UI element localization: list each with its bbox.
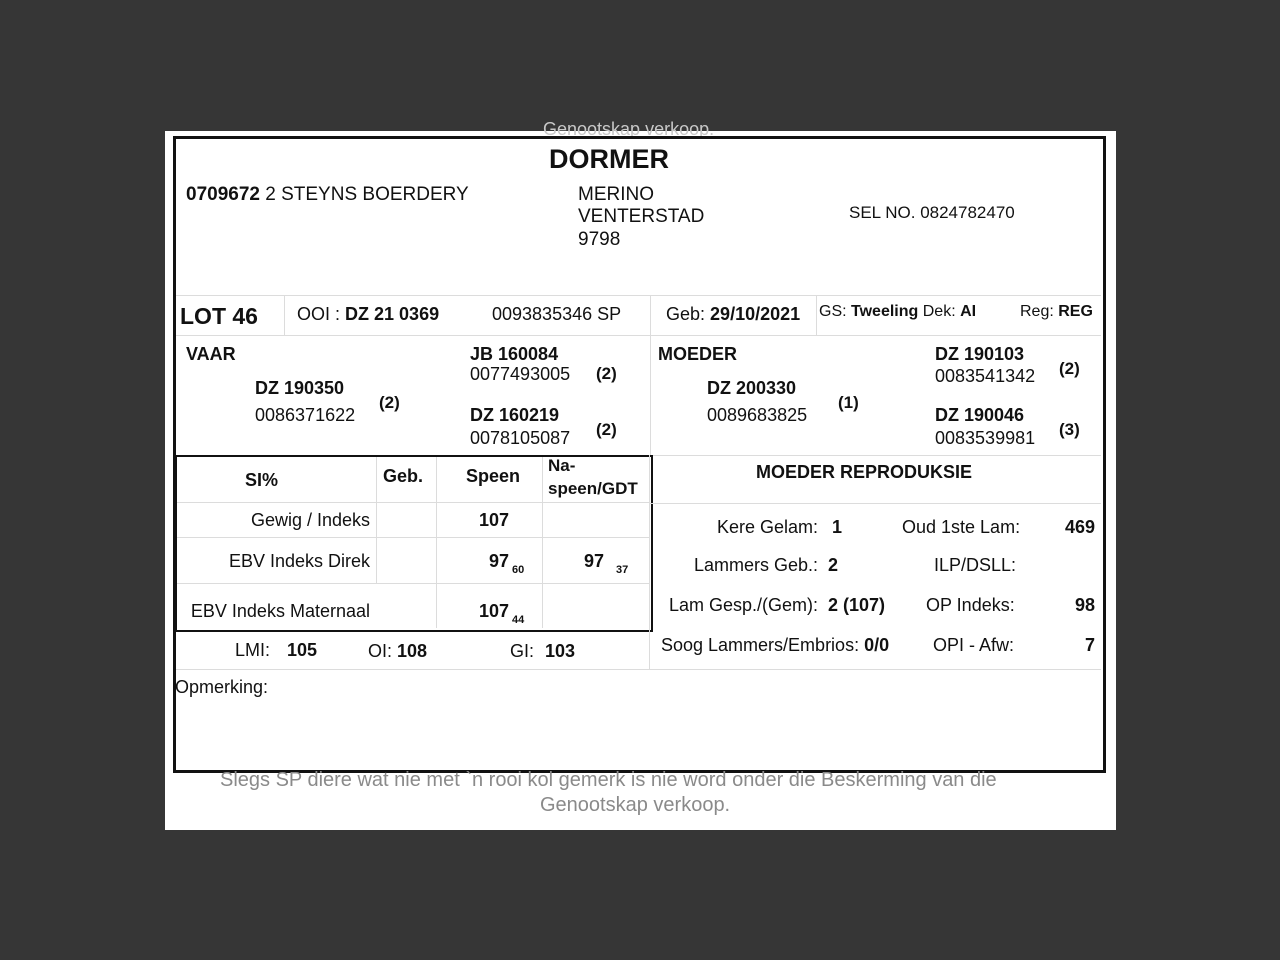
dek-label: Dek: — [922, 303, 956, 320]
repro-title: MOEDER REPRODUKSIE — [756, 462, 973, 482]
footer-line-2: Genootskap verkoop. — [540, 794, 731, 816]
gs-label: GS: — [819, 303, 847, 320]
gi-label: GI: — [510, 641, 535, 661]
lot-card — [165, 119, 1116, 830]
gi-value: 103 — [545, 641, 576, 661]
birth-label: Geb: — [666, 304, 706, 324]
dam-reg: 0089683825 — [707, 405, 808, 425]
gesp-value: 2 (107) — [828, 595, 886, 615]
row-label-maternaal: EBV Indeks Maternaal — [190, 601, 370, 621]
geb-header: Geb. — [383, 466, 424, 486]
birth-line — [666, 305, 800, 323]
dam-sire-count: (2) — [1059, 359, 1080, 378]
vaar-label: VAAR — [186, 344, 236, 364]
direk-naspeen: 97 $_{37}$ — [584, 551, 629, 576]
divider — [542, 457, 543, 628]
oi-label: OI: — [368, 641, 393, 661]
lot-number: LOT 46 — [180, 303, 258, 329]
dam-sire-reg: 0083541342 — [935, 366, 1036, 386]
ooi-line — [297, 305, 439, 323]
divider — [176, 669, 1101, 670]
naspeen-header-2: speen/GDT — [548, 479, 638, 498]
maternaal-speen: 107 $_{44}$ — [479, 601, 525, 626]
divider — [284, 295, 285, 335]
divider — [650, 455, 1101, 456]
naspeen-header-1: Na- — [548, 456, 576, 475]
dam-sire-id: DZ 190103 — [935, 344, 1025, 364]
kere-value: 1 — [832, 517, 843, 537]
soog-label: Soog Lammers/Embrios: — [661, 635, 860, 655]
op-label: OP Indeks: — [926, 595, 1015, 615]
ooi-id: DZ 21 0369 — [345, 304, 440, 324]
soog-value: 0/0 — [864, 635, 890, 655]
oi-line — [368, 642, 427, 660]
breed-title: DORMER — [549, 144, 669, 174]
opi-label: OPI - Afw: — [933, 635, 1015, 655]
seller-code: 0709672 — [186, 184, 260, 205]
oi-value: 108 — [397, 641, 428, 661]
divider — [650, 295, 651, 335]
phone-label: SEL NO. — [849, 203, 916, 222]
sire-reg: 0086371622 — [255, 405, 356, 425]
reg-value: REG — [1058, 303, 1093, 320]
dam-dam-id: DZ 190046 — [935, 405, 1025, 425]
gs-value: Tweeling — [851, 303, 919, 320]
ooi-reg-line — [492, 305, 621, 323]
birth-date: 29/10/2021 — [710, 304, 801, 324]
oud-label: Oud 1ste Lam: — [902, 517, 1021, 537]
sire-id: DZ 190350 — [255, 378, 345, 398]
sire-dam-reg: 0078105087 — [470, 428, 571, 448]
reg-label: Reg: — [1020, 303, 1054, 320]
reg-line — [1020, 304, 1093, 320]
lammers-label: Lammers Geb.: — [693, 555, 818, 575]
gs-line — [819, 304, 976, 320]
sire-dam-count: (2) — [596, 420, 617, 439]
footer-line-1: Slegs SP diere wat nie met `n rooi kol gemerk is nie word onder die Beskerming van die — [220, 769, 997, 791]
direk-speen-sub: 60 — [512, 564, 525, 576]
row-label-direk: EBV Indeks Direk — [228, 551, 370, 571]
gi-line — [510, 642, 575, 660]
dam-dam-count: (3) — [1059, 420, 1080, 439]
divider — [176, 295, 1101, 296]
remark-label: Opmerking: — [175, 677, 269, 697]
divider — [650, 335, 651, 455]
gesp-label: Lam Gesp./(Gem): — [668, 595, 818, 615]
kere-label: Kere Gelam: — [716, 517, 818, 537]
lmi-label: LMI: — [235, 640, 271, 660]
divider — [177, 583, 649, 584]
moeder-label: MOEDER — [658, 344, 738, 364]
sire-count: (2) — [379, 393, 400, 412]
lmi-value: 105 — [287, 640, 318, 660]
dam-id: DZ 200330 — [707, 378, 797, 398]
seller-name: 2 STEYNS BOERDERY — [265, 184, 469, 205]
divider — [816, 295, 817, 335]
divider — [436, 457, 437, 628]
sire-sire-reg: 0077493005 — [470, 364, 571, 384]
phone-number: 0824782470 — [920, 203, 1015, 222]
divider — [177, 537, 649, 538]
faded-top-text: Genootskap verkoop. — [543, 119, 715, 139]
dek-value: AI — [960, 303, 977, 320]
dam-count: (1) — [838, 393, 859, 412]
dam-dam-reg: 0083539981 — [935, 428, 1036, 448]
divider — [649, 455, 650, 669]
sire-sire-count: (2) — [596, 364, 617, 383]
ooi-label: OOI : — [297, 304, 341, 324]
ilp-label: ILP/DSLL: — [934, 555, 1017, 575]
address-line-1: MERINO — [578, 184, 654, 205]
address-line-3: 9798 — [578, 229, 621, 250]
divider — [376, 457, 377, 584]
ooi-reg: 0093835346 — [492, 304, 593, 324]
row-label-gewig: Gewig / Indeks — [250, 510, 370, 530]
lmi-line — [235, 641, 317, 659]
direk-naspeen-sub: 37 — [616, 564, 629, 576]
oud-value: 469 — [1064, 517, 1095, 537]
address-line-2: VENTERSTAD — [578, 206, 705, 227]
direk-speen: 97 $_{60}$ — [489, 551, 525, 576]
divider — [177, 502, 649, 503]
divider — [176, 335, 1101, 336]
lammers-value: 2 — [828, 555, 839, 575]
sire-sire-id: JB 160084 — [470, 344, 559, 364]
speen-header: Speen — [466, 466, 521, 486]
phone-line — [849, 204, 1015, 221]
divider — [650, 503, 1101, 504]
si-header: SI% — [245, 470, 279, 490]
gewig-speen: 107 — [479, 510, 510, 530]
maternaal-speen-sub: 44 — [512, 614, 525, 626]
soog-line — [661, 636, 889, 654]
ooi-status: SP — [597, 304, 622, 324]
op-value: 98 — [1074, 595, 1095, 615]
sire-dam-id: DZ 160219 — [470, 405, 560, 425]
opi-value: 7 — [1084, 635, 1095, 655]
seller-line — [186, 185, 469, 204]
